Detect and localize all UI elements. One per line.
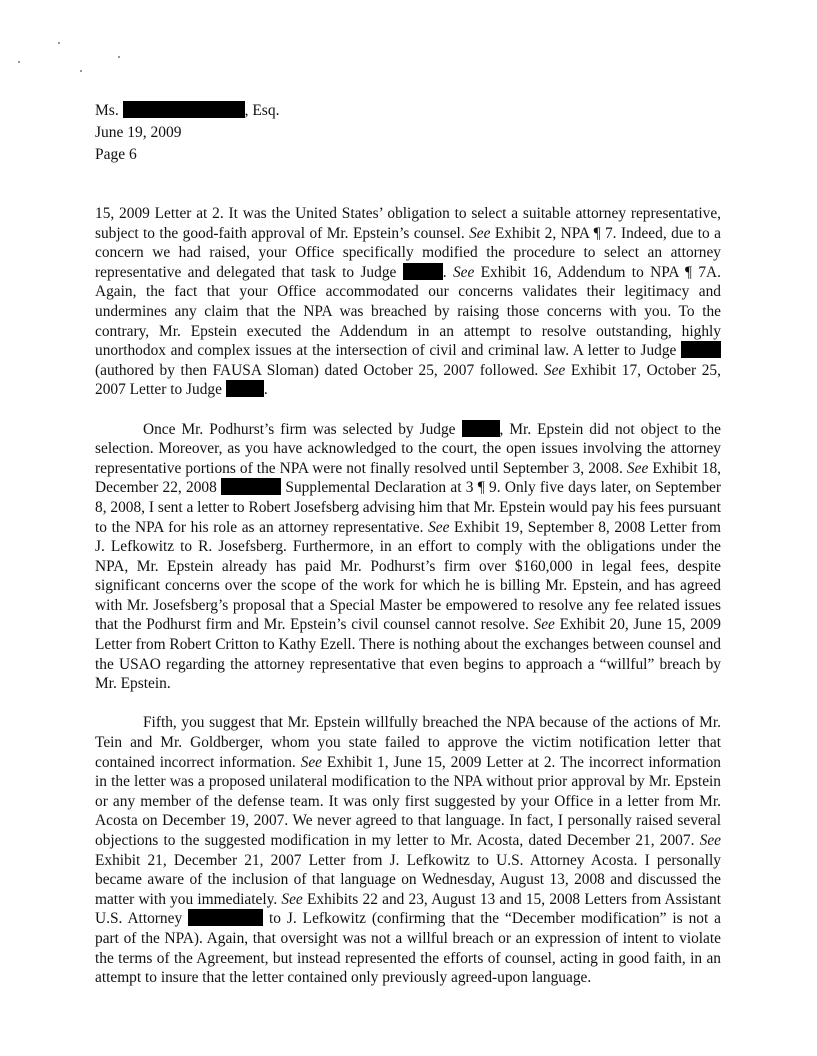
letter-body — [95, 204, 721, 1007]
page-number: Page 6 — [95, 146, 137, 163]
redaction-box — [221, 478, 281, 495]
redaction-box — [123, 101, 245, 118]
text-run: 15, 2009 Letter at 2. It was the United States’ obligation to select a suitable attorney representative, subject to the good-faith approval of Mr. Epstein’s counsel. — [95, 205, 721, 242]
redaction-box — [681, 341, 721, 358]
letter-header — [95, 100, 279, 166]
see-signal: See — [469, 224, 491, 242]
recipient-line — [95, 100, 279, 122]
text-run: Exhibit 20, June 15, 2009 Letter from Robert Critton to Kathy Ezell. There is nothing about the exchanges between counsel and the USAO regarding the attorney representative that even begins to approach a “willful” breach by Mr. Epstein. — [95, 616, 721, 693]
text-run: . — [442, 263, 447, 281]
paragraph-3 — [95, 713, 721, 987]
see-signal: See — [543, 361, 566, 379]
salutation-suffix: , Esq. — [244, 102, 280, 119]
see-signal: See — [699, 832, 721, 849]
scan-speck — [118, 56, 120, 58]
salutation-prefix: Ms. — [95, 102, 119, 119]
see-signal: See — [626, 459, 649, 477]
redaction-box — [226, 380, 264, 397]
text-run: Supplemental Declaration at 3 ¶ 9. Only five days later, on September 8, 2008, I sent a letter to Robert Josefsberg advising him that Mr. Epstein would pay his fees pursuant to the NPA for his role as an attorney representative. — [95, 479, 721, 536]
text-run: . — [263, 381, 268, 399]
text-run: Exhibit 16, Addendum to NPA ¶ 7A. Again, the fact that your Office accommodated our concerns validates their legitimacy and undermines any claim that the NPA was breached by raising those concerns with you. To the contrary, Mr. Epstein executed the Addendum in an attempt to resolve outstanding, highly unorthodox and complex issues at the intersection of civil and criminal law. A letter to Judge — [95, 263, 721, 360]
redaction-box — [462, 420, 500, 437]
see-signal: See — [428, 518, 450, 536]
text-run: Exhibit 19, September 8, 2008 Letter from J. Lefkowitz to R. Josefsberg. Furthermore, in an effort to comply with the obligations under the NPA, Mr. Epstein already has paid Mr. Podhurst’s firm over $160,000 in legal fees, despite significant concerns over the scope of the work for which he is billing Mr. Epstein, and has agreed with Mr. Josefsberg’s proposal that a Special Master be empowered to resolve any fee related issues that the Podhurst firm and Mr. Epstein’s civil counsel cannot resolve. — [95, 518, 721, 634]
paragraph-2 — [95, 420, 721, 694]
text-run: (authored by then FAUSA Sloman) dated October 25, 2007 followed. — [95, 361, 539, 379]
redaction-box — [403, 263, 443, 280]
scan-speck — [80, 70, 82, 72]
text-run: , Mr. Epstein did not object to the selection. Moreover, as you have acknowledged to the court, the open issues involving the attorney representative portions of the NPA were not finally resolved until September 3, 2008. — [95, 420, 721, 477]
see-signal: See — [452, 263, 475, 281]
text-run: Exhibit 1, June 15, 2009 Letter at 2. The incorrect information in the letter was a proposed unilateral modification to the NPA without prior approval by Mr. Epstein or any member of the defense team. It was only first suggested by your Office in a letter from Mr. Acosta on December 19, 2007. We never agreed to that language. In fact, I personally raised several objections to the suggested modification in my letter to Mr. Acosta, dated December 21, 2007. — [95, 753, 721, 849]
text-run: Fifth, you suggest that Mr. Epstein willfully breached the NPA because of the actions of Mr. Tein and Mr. Goldberger, whom you state failed to approve the victim notification letter that contained incorrect information. — [95, 714, 721, 771]
redaction-box — [188, 909, 263, 926]
text-run: Exhibits 22 and 23, August 13 and 15, 2008 Letters from Assistant U.S. Attorney — [95, 890, 721, 928]
text-run: Exhibit 2, NPA ¶ 7. Indeed, due to a concern we had raised, your Office specifically modified the procedure to select an attorney representative and delegated that task to Judge — [95, 224, 721, 281]
letter-date: June 19, 2009 — [95, 124, 182, 141]
text-run: Exhibit 18, December 22, 2008 — [95, 459, 721, 497]
text-run: Once Mr. Podhurst’s firm was selected by Judge — [143, 420, 456, 438]
scan-speck — [58, 42, 60, 44]
see-signal: See — [300, 753, 322, 771]
scan-speck — [18, 61, 20, 63]
see-signal: See — [533, 616, 555, 634]
text-run: Exhibit 21, December 21, 2007 Letter from J. Lefkowitz to U.S. Attorney Acosta. I personally became aware of the inclusion of that language on Wednesday, August 13, 2008 and discussed the matter with you immediately. — [95, 851, 721, 908]
text-run: Exhibit 17, October 25, 2007 Letter to Judge — [95, 361, 721, 399]
text-run: to J. Lefkowitz (confirming that the “December modification” is not a part of the NPA). Again, that oversight was not a willful breach or an expression of intent to violate the terms of the Agreement, but instead represented the efforts of counsel, acting in good faith, in an attempt to insure that the letter contained only previously agreed-upon language. — [95, 910, 721, 987]
see-signal: See — [281, 890, 303, 908]
paragraph-1 — [95, 204, 721, 400]
